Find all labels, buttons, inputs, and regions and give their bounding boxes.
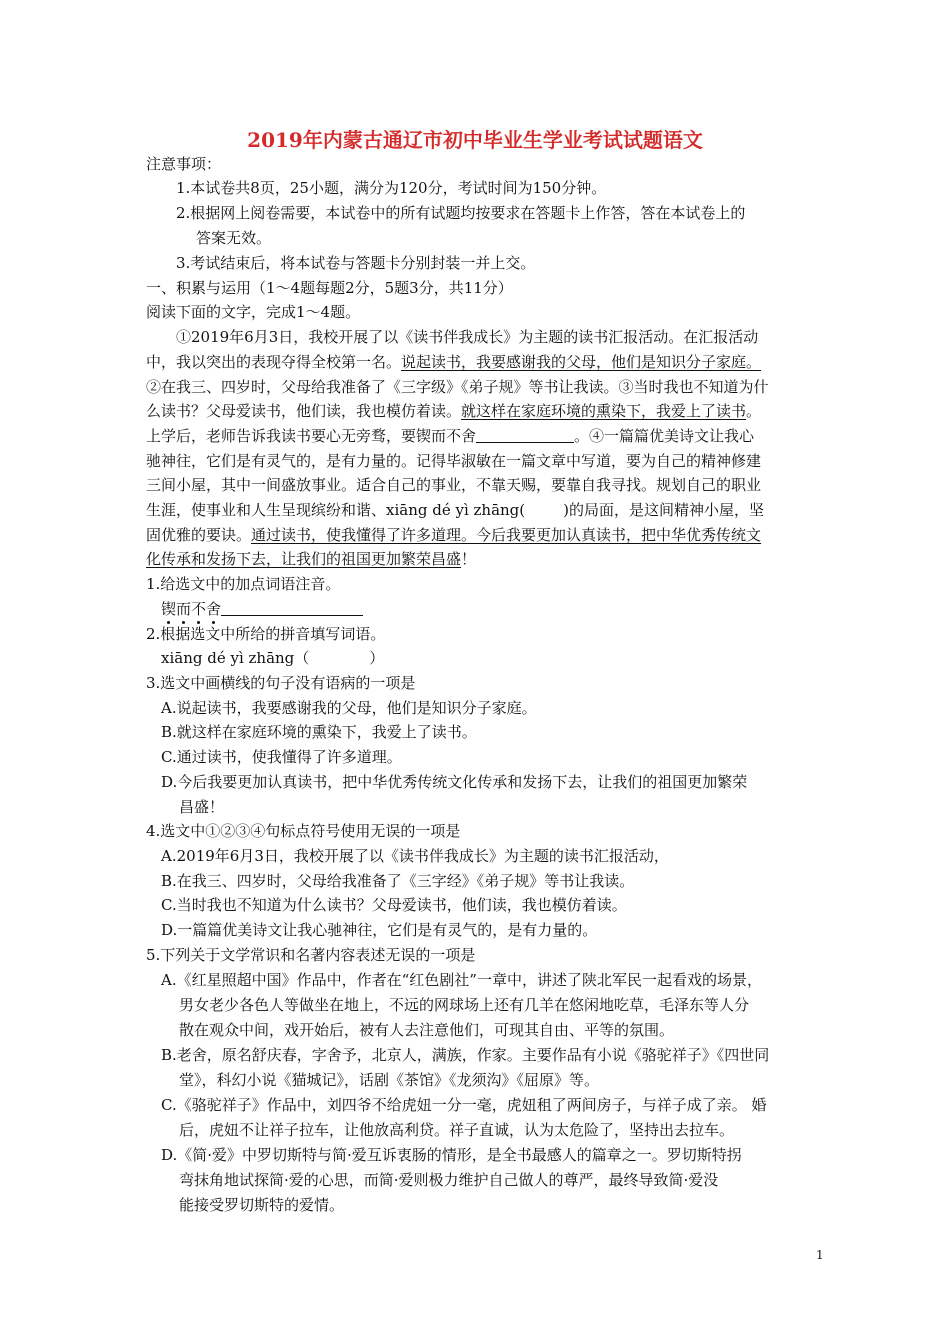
- q5-option-a-cont: 男女老少各色人等做坐在地上，不远的网球场上还有几羊在悠闲地吃草，毛泽东等人分: [179, 996, 750, 1014]
- q4-option-d: D.一篇篇优美诗文让我心驰神往，它们是有灵气的，是有力量的。: [161, 921, 598, 939]
- q5-option-d-cont: 能接受罗切斯特的爱情。: [179, 1196, 345, 1214]
- q5-option-b-cont: 堂》，科幻小说《猫城记》，话剧《茶馆》《龙须沟》《屈原》等。: [179, 1071, 600, 1089]
- passage-line-1: ①2019年6月3日，我校开展了以《读书伴我成长》为主题的读书汇报活动。在汇报活动: [176, 328, 759, 346]
- q4-stem: 4.选文中①②③④句标点符号使用无误的一项是: [146, 822, 461, 840]
- underlined-sentence-2: 就这样在家庭环境的熏染下，我爱上了读书: [461, 402, 747, 420]
- page-number: 1: [816, 1248, 824, 1262]
- q4-option-b: B.在我三、四岁时，父母给我准备了《三字经》《弟子规》等书让我读。: [161, 872, 635, 890]
- q5-option-d-cont: 弯抹角地试探简·爱的心思，而简·爱则极力维护自己做人的尊严，最终导致简·爱没: [179, 1171, 719, 1189]
- passage-line-3: ②在我三、四岁时，父母给我准备了《三字级》《弟子规》等书让我读。③当时我也不知道为什: [146, 378, 769, 396]
- q5-option-a-cont: 散在观众中间，戏开始后，被有人去注意他们，可现其自由、平等的氛围。: [179, 1021, 675, 1039]
- q3-option-c: C.通过读书，使我懂得了许多道理。: [161, 748, 402, 766]
- passage-text: 中，我以突出的表现夺得全校第一名。: [146, 353, 402, 371]
- q3-option-a: A.说起读书，我要感谢我的父母，他们是知识分子家庭。: [161, 699, 537, 717]
- notice-item-3: 3.考试结束后，将本试卷与答题卡分别封装一并上交。: [176, 254, 536, 272]
- exam-title: 2019年内蒙古通辽市初中毕业生学业考试试题语文: [247, 128, 703, 152]
- q4-option-c: C.当时我也不知道为什么读书？父母爱读书，他们读，我也模仿着读。: [161, 896, 627, 914]
- q2-close-paren: ）: [369, 649, 385, 667]
- underlined-sentence-4: 化传承和发扬下去，让我们的祖国更加繁荣昌盛: [146, 550, 462, 568]
- dotted-char: 不: [191, 600, 207, 618]
- q1-answer-blank[interactable]: [221, 599, 363, 616]
- q2-answer-line: [161, 648, 384, 668]
- q5-option-c-cont: 后，虎妞不让祥子拉车，让他放高利贷。祥子直诚，认为太危险了，坚持出去拉车。: [179, 1121, 735, 1139]
- passage-line-8: [146, 500, 764, 520]
- q5-option-d: D.《简·爱》中罗切斯特与简·爱互诉衷肠的情形，是全书最感人的篇章之一。罗切斯特拐: [161, 1146, 742, 1164]
- passage-text: ！: [461, 550, 477, 568]
- q4-option-a: A.2019年6月3日，我校开展了以《读书伴我成长》为主题的读书汇报活动，: [161, 847, 669, 865]
- dotted-char: 锲: [161, 600, 177, 618]
- q3-stem: 3.选文中画横线的句子没有语病的一项是: [146, 674, 416, 692]
- q5-option-b: B.老舍，原名舒庆春，字舍予，北京人，满族，作家。主要作品有小说《骆驼祥子》《四世同: [161, 1046, 770, 1064]
- passage-text: 。: [746, 402, 762, 420]
- notice-item-2: 2.根据网上阅卷需要，本试卷中的所有试题均按要求在答题卡上作答，答在本试卷上的: [176, 204, 746, 222]
- passage-line-2: [146, 352, 761, 372]
- passage-text: 么读书？父母爱读书，他们读，我也模仿着读。: [146, 402, 462, 420]
- notice-item-2-cont: 答案无效。: [196, 229, 272, 247]
- dotted-char: 而: [176, 600, 192, 618]
- underlined-sentence-1: 说起读书，我要感谢我的父母，他们是知识分子家庭。: [401, 353, 762, 371]
- notice-heading: 注意事项：: [146, 155, 222, 173]
- underlined-sentence-3: 通过读书，使我懂得了许多道理。今后我要更加认真读书，把中华优秀传统文: [251, 526, 762, 544]
- q2-pinyin: xiāng dé yì zhāng（: [161, 649, 310, 667]
- passage-line-10: [146, 549, 476, 569]
- passage-line-4: [146, 401, 761, 421]
- passage-line-7: 三间小屋，其中一间盛放事业。适合自己的事业，不靠天赐，要靠自我寻找。规划自己的职业: [146, 476, 762, 494]
- q1-stem: 1.给选文中的加点词语注音。: [146, 575, 341, 593]
- q5-stem: 5.下列关于文学常识和名著内容表述无误的一项是: [146, 946, 476, 964]
- passage-text: 生涯，使事业和人生呈现缤纷和谐、xiāng dé yì zhāng(: [146, 501, 526, 519]
- notice-item-1: 1.本试卷共8页，25小题，满分为120分，考试时间为150分钟。: [176, 179, 607, 197]
- q3-option-d-cont: 昌盛！: [179, 798, 225, 816]
- section-heading: 一、积累与运用（1～4题每题2分，5题3分，共11分）: [146, 279, 513, 297]
- passage-line-6: 驰神往，它们是有灵气的，是有力量的。记得毕淑敏在一篇文章中写道，要为自己的精神修建: [146, 452, 762, 470]
- passage-text: 上学后，老师告诉我读书要心无旁骛，要锲而不舍: [146, 427, 477, 445]
- q5-option-a: A.《红星照超中国》作品中，作者在“红色剧社”一章中，讲述了陕北军民一起看戏的场景，: [161, 971, 762, 989]
- passage-line-9: [146, 525, 761, 545]
- q3-option-b: B.就这样在家庭环境的熏染下，我爱上了读书。: [161, 723, 477, 741]
- dotted-char: 舍: [206, 600, 222, 618]
- q5-option-c: C.《骆驼祥子》作品中，刘四爷不给虎妞一分一毫，虎妞租了两间房子，与祥子成了亲。 婚: [161, 1096, 767, 1114]
- answer-blank: [476, 426, 574, 443]
- passage-text: 固优雅的要诀。: [146, 526, 252, 544]
- passage-text: 。④一篇篇优美诗文让我心: [574, 427, 755, 445]
- passage-line-5: [146, 426, 754, 446]
- q2-stem: 2.根据选文中所给的拼音填写词语。: [146, 625, 386, 643]
- q1-answer-line: [161, 599, 363, 619]
- q3-option-d: D.今后我要更加认真读书，把中华优秀传统文化传承和发扬下去，让我们的祖国更加繁荣: [161, 773, 748, 791]
- section-instruction: 阅读下面的文字，完成1～4题。: [146, 303, 361, 321]
- passage-text: )的局面，是这间精神小屋，坚: [563, 501, 764, 519]
